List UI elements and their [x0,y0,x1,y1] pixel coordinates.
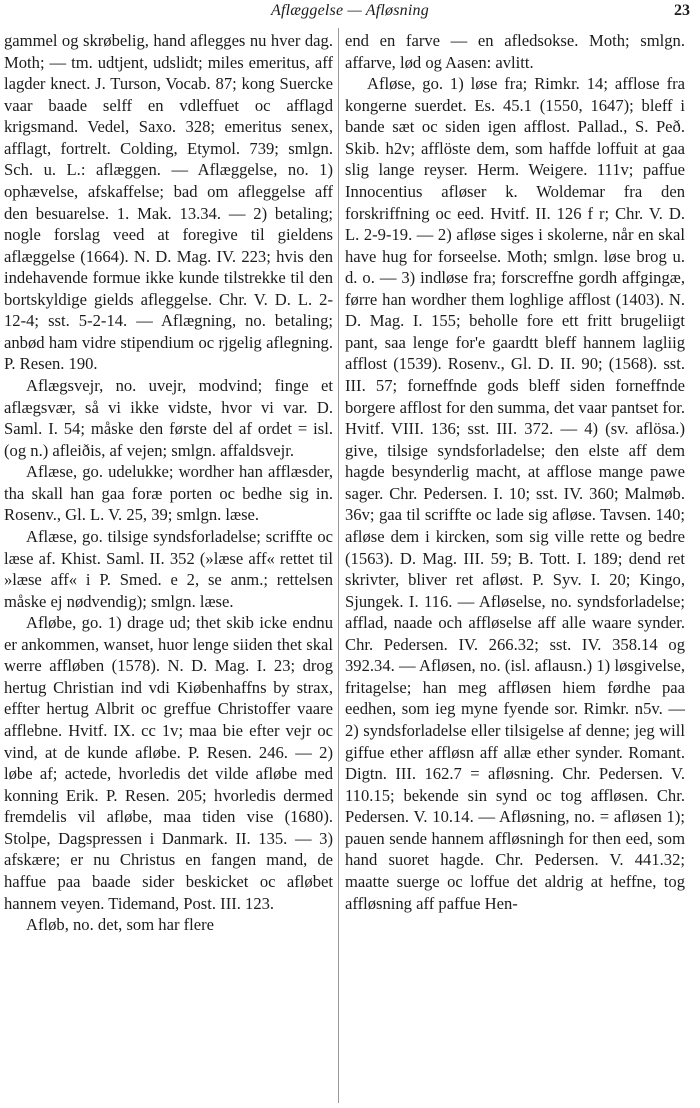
text-paragraph: Afløbe, go. 1) drage ud; thet skib icke endnu er ankommen, wanset, huor lenge siiden thet skal werre affløben (1578). N. D. Mag. I. 23; drog hertug Christian ind vdi Kiøbenhaffns by strax, effter hertug Albrit oc greffue Christoffer vaare afflebne. Hvitf. IX. cc 1v; maa bie efter vejr oc vind, at de kunde afløbe. P. Resen. 246. — 2) løbe af; actede, hvorledis det vilde afløbe med konning Erik. P. Resen. 205; hvorledis dermed fremdelis vil afløbe, maa tiden vise (1680). Stolpe, Dagspressen i Danmark. II. 135. — 3) afskære; er nu Christus en fangen mand, de haffue paa baade sider beskicket oc afløbet hannem veyen. Tidemand, Post. III. 123. [4,613,333,913]
text-paragraph: Aflæse, go. tilsige syndsforladelse; scriffte oc læse af. Khist. Saml. II. 352 (»læse aff« rettet til »læse aff« i P. Smed. e 2, se anm.; rettelsen måske ej nødvendig); smlgn. læse. [4,526,333,611]
text-paragraph: Afløb, no. det, som har flere [26,915,215,935]
text-paragraph: Afløse, go. 1) løse fra; Rimkr. 14; afflose fra kongerne suerdet. Es. 45.1 (1550, 1647); bleff i bande sæt oc siden igen afflost. Pallad., S. Peð. Skib. h2v; afflöste dem, som haffde loffuit at gaa slig lange reyser. Herm. Weigere. 111v; paffue Innocentius afløser k. Woldemar fra den forskriffning oc eed. Hvitf. II. 126 f r; Chr. V. D. L. 2-9-19. — 2) afløse siges i skolerne, når en skal have hug for forseelse. Moth; smlgn. løse brog u. d. o. — 3) indløse fra; forscreffne gordh affgingæ, førre han wordher them loghlige afflost (1403). N. D. Mag. I. 155; beholle fore ett fritt brugeliigt pant, saa lenge for'e gaardtt bleff hannem lagliig afflost (1539). Rosenv., Gl. D. II. 90; (1568). sst. III. 57; forneffnde gods bleff siden forneffnde borgere afflost for den summa, det vaar pantset for. Hvitf. VIII. 136; sst. III. 372. — 4) (sv. aflösa.) give, tilsige syndsforladelse; den elste aff dem hagde besynderlig macht, at afflose mange pawe sager. Chr. Pedersen. I. 10; sst. IV. 360; Malmøb. 36v; gaa til scriffte oc lade sig afløse. Tavsen. 140; afløse dem i kircken, som sig ville rette og bedre (1563). D. Mag. III. 59; B. Tott. I. 189; dend ret skrivter, bliver ret afløst. P. Syv. I. 20; Kingo, Sjungek. I. 116. — Afløselse, no. syndsforladelse; afflad, naade och affløselse aff alle waare synder. Chr. Pedersen. IV. 266.32; sst. IV. 358.14 og 392.34. — Afløsen, no. (isl. aflausn.) 1) løsgivelse, fritagelse; han meg affløsen hiem førdhe paa eedhen, som ieg myne fyende sor. Rimkr. n5v. — 2) syndsforladelse eller tilsigelse af denne; jeg will giffue ether affløsn aff allæ ether synder. Romant. Digtn. III. 162.7 = afløsning. Chr. Pedersen. V. 110.15; bekende sin synd oc tog affløsen. Chr. Pedersen. V. 10.14. — Afløsning, no. = afløsen 1); pauen sende hannem affløsningh for then eed, som hand suoret hagde. Chr. Pedersen. V. 441.32; maatte suerge oc loffue det aldrig at heffne, tog affløsning aff paffue Hen- [345,74,685,913]
text-paragraph: Aflæse, go. udelukke; wordher han afflæsder, tha skall han gaa foræ porten oc bedhe sig in. Rosenv., Gl. L. V. 25, 39; smlgn. læse. [4,462,333,525]
text-paragraph: gammel og skrøbelig, hand aflegges nu hver dag. Moth; — tm. udtjent, udslidt; miles emeritus, aff lagder knect. J. Turson, Vocab. 87; kong Suercke vaar baade selff en vdleffuet oc afflagd krigsmand. Vedel, Saxo. 328; emeritus senex, afflagt, fortrelt. Colding, Etymol. 739; smlgn. Sch. u. L.: aflæggen. — Aflæggelse, no. 1) ophævelse, afskaffelse; bad om afleggelse aff den besuarelse. 1. Mak. 13.34. — 2) betaling; nogle forslag veed at foregive til gieldens aflæggelse (1664). N. D. Mag. IV. 223; hvis den indehavende formue ikke kunde tilstrekke til den bortskyldige gields afleggelse. Chr. V. D. L. 2-12-4; sst. 5-2-14. — Aflægning, no. betaling; anbød ham vidre stipendium oc rjgelig aflegning. P. Resen. 190. [4,31,333,374]
running-head: Aflæggelse — Afløsning [271,2,429,19]
right-column [345,30,685,914]
page-header [0,2,700,24]
text-paragraph: end en farve — en afledsokse. Moth; smlgn. affarve, lød og Aasen: avlitt. [345,31,685,72]
left-column [4,30,333,936]
text-paragraph: Aflægsvejr, no. uvejr, modvind; finge et aflægsvær, så vi ikke vidste, hvor vi var. D. Saml. I. 54; måske den første del af ordet = isl. (og n.) afleiðis, af vejen; smlgn. affaldsvejr. [4,376,333,460]
page-number: 23 [674,2,690,19]
column-divider [338,28,339,1103]
